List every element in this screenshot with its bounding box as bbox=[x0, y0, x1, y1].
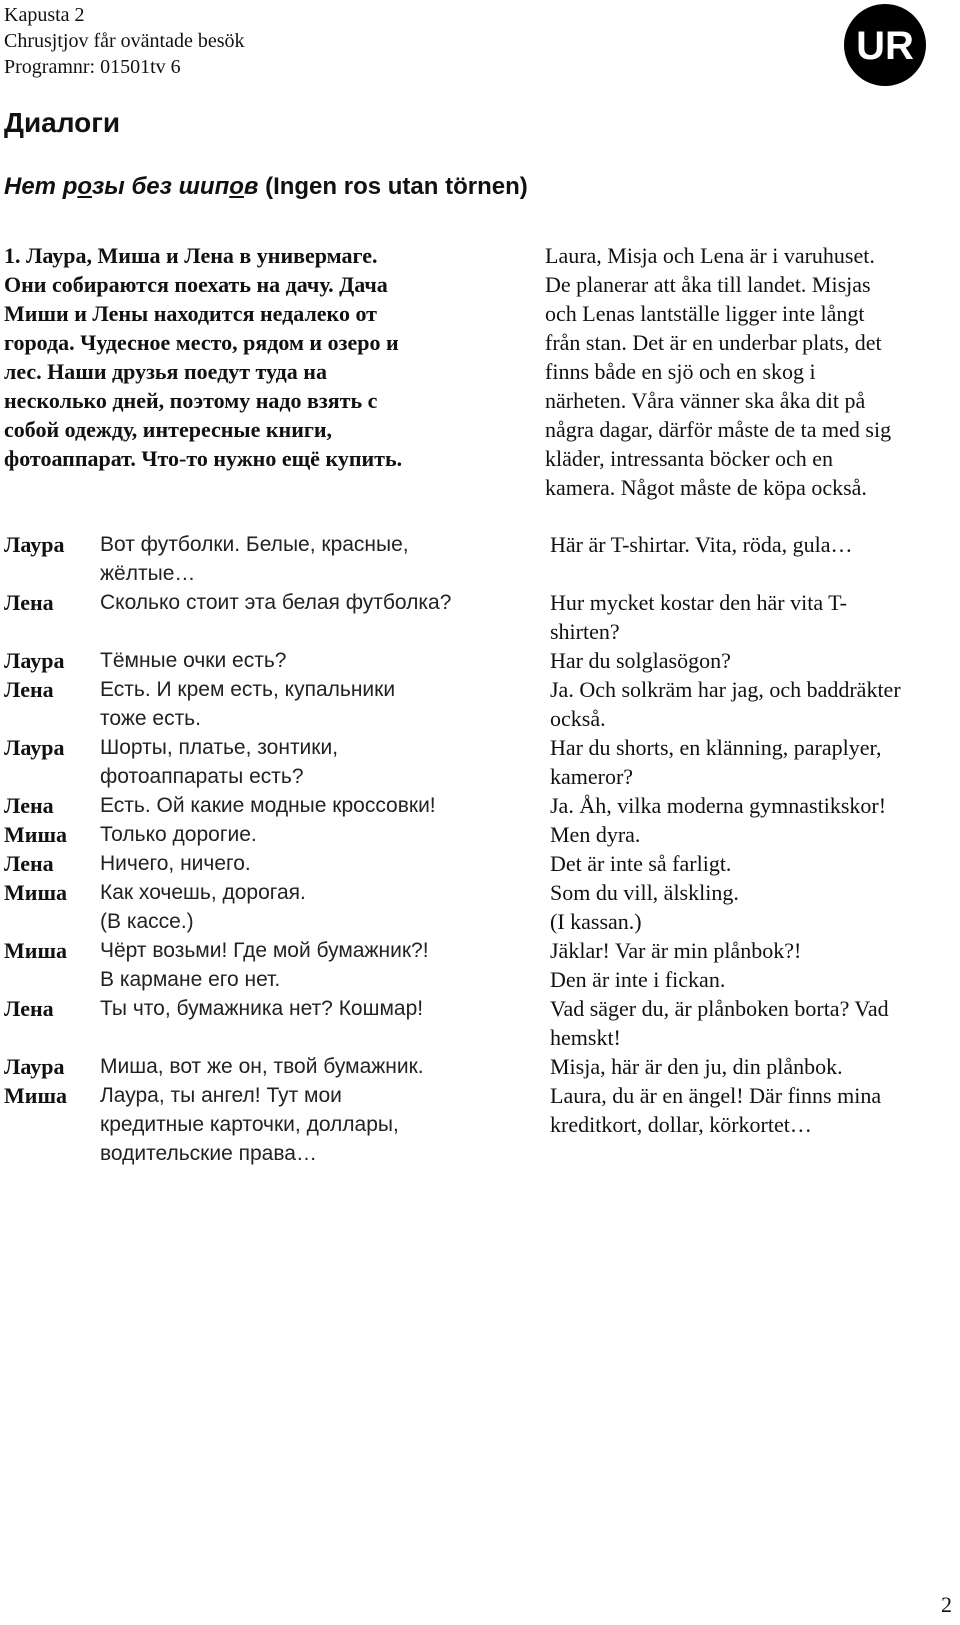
dialog-row bbox=[4, 878, 954, 936]
dialog-sv-text: Ja. Åh, vilka moderna gymnastikskor! bbox=[550, 793, 887, 818]
dialog-line-swedish bbox=[550, 675, 950, 733]
dialog-sv-text: Men dyra. bbox=[550, 822, 641, 847]
dialog-row bbox=[4, 820, 954, 849]
dialog-sv-text: Laura, du är en ängel! Där finns mina bbox=[550, 1083, 882, 1108]
speaker-name: Лаура bbox=[4, 532, 65, 557]
dialog-line-russian bbox=[100, 675, 550, 733]
dialog-title-swedish: (Ingen ros utan törnen) bbox=[258, 173, 528, 200]
dialog-row bbox=[4, 849, 954, 878]
intro-sv-line: närheten. Våra vänner ska åka dit på bbox=[545, 388, 866, 413]
dialog-ru-text: жёлтые… bbox=[100, 562, 196, 585]
speaker-name: Лаура bbox=[4, 1054, 65, 1079]
dialog-line-swedish bbox=[550, 849, 950, 878]
dialog-sv-text: Jäklar! Var är min plånbok?! bbox=[550, 938, 802, 963]
speaker-name: Лаура bbox=[4, 648, 65, 673]
dialog-ru-text: Только дорогие. bbox=[100, 823, 257, 846]
dialog-sv-text: kreditkort, dollar, körkortet… bbox=[550, 1112, 812, 1137]
ur-logo bbox=[843, 3, 927, 87]
dialog-line-swedish bbox=[550, 994, 950, 1052]
speaker-name: Миша bbox=[4, 880, 68, 905]
dialog-ru-text: Шорты, платье, зонтики, bbox=[100, 736, 339, 759]
dialog-title bbox=[4, 172, 528, 202]
speaker-name: Лаура bbox=[4, 735, 65, 760]
dialog-line-russian bbox=[100, 733, 550, 791]
dialog-row bbox=[4, 1081, 954, 1168]
dialog-ru-text: Есть. Ой какие модные кроссовки! bbox=[100, 794, 436, 817]
dialog-ru-text bbox=[100, 1023, 550, 1052]
intro-sv-line: Laura, Misja och Lena är i varuhuset. bbox=[545, 243, 875, 268]
dialog-ru-text: Лаура, ты ангел! Тут мои bbox=[100, 1084, 342, 1107]
dialog-ru-text: фотоаппараты есть? bbox=[100, 765, 304, 788]
dialog-line-swedish bbox=[550, 1081, 950, 1168]
speaker-name: Миша bbox=[4, 938, 68, 963]
dialog-ru-text: Как хочешь, дорогая. bbox=[100, 881, 306, 904]
dialog-sv-text: Det är inte så farligt. bbox=[550, 851, 732, 876]
intro-ru-line: Они собираются поехать на дачу. Дача bbox=[4, 272, 388, 297]
intro-sv-line: och Lenas lantställe ligger inte långt bbox=[545, 301, 865, 326]
dialog-ru-text: тоже есть. bbox=[100, 707, 201, 730]
dialog-ru-text: Сколько стоит эта белая футболка? bbox=[100, 591, 452, 614]
dialog-row bbox=[4, 1052, 954, 1081]
dialog-line-russian bbox=[100, 878, 550, 936]
dialog-line-swedish bbox=[550, 646, 950, 675]
dialog-line-russian bbox=[100, 588, 550, 646]
speaker-name: Лена bbox=[4, 793, 54, 818]
intro-sv-line: finns både en sjö och en skog i bbox=[545, 359, 816, 384]
intro-sv-line: kläder, intressanta böcker och en bbox=[545, 446, 834, 471]
dialog-ru-text: Тёмные очки есть? bbox=[100, 649, 287, 672]
dialog-table bbox=[4, 530, 954, 1168]
intro-ru-line: собой одежду, интересные книги, bbox=[4, 417, 333, 442]
intro-swedish bbox=[545, 241, 955, 502]
dialog-sv-text: Hur mycket kostar den här vita T- bbox=[550, 590, 847, 615]
intro-ru-line: города. Чудесное место, рядом и озеро и bbox=[4, 330, 399, 355]
intro-ru-line: несколько дней, поэтому надо взять с bbox=[4, 388, 378, 413]
dialog-ru-text: (В кассе.) bbox=[100, 910, 194, 933]
speaker-name: Миша bbox=[4, 1083, 68, 1108]
dialog-line-russian bbox=[100, 849, 550, 878]
dialog-title-russian: Нет розы без шипов bbox=[4, 173, 259, 200]
intro-ru-line: Миши и Лены находится недалеко от bbox=[4, 301, 377, 326]
dialog-line-swedish bbox=[550, 733, 950, 791]
dialog-line-swedish bbox=[550, 936, 950, 994]
logo-text: UR bbox=[856, 24, 914, 68]
dialog-sv-text: Vad säger du, är plånboken borta? Vad bbox=[550, 996, 889, 1021]
dialog-ru-text: водительские права… bbox=[100, 1142, 317, 1165]
dialog-sv-text: Har du shorts, en klänning, paraplyer, bbox=[550, 735, 882, 760]
intro-sv-line: De planerar att åka till landet. Misjas bbox=[545, 272, 871, 297]
dialog-line-swedish bbox=[550, 878, 950, 936]
intro-sv-line: kamera. Något måste de köpa också. bbox=[545, 475, 867, 500]
header-episode-title: Chrusjtjov får oväntade besök bbox=[4, 30, 245, 52]
dialog-row bbox=[4, 675, 954, 733]
dialog-line-russian bbox=[100, 646, 550, 675]
dialog-ru-text: Миша, вот же он, твой бумажник. bbox=[100, 1055, 424, 1078]
dialog-line-swedish bbox=[550, 588, 950, 646]
dialog-line-russian bbox=[100, 530, 550, 588]
dialog-row bbox=[4, 791, 954, 820]
dialog-row bbox=[4, 588, 954, 646]
dialog-sv-text bbox=[550, 559, 950, 588]
intro-ru-line: 1. Лаура, Миша и Лена в универмаге. bbox=[4, 243, 378, 268]
speaker-name: Лена bbox=[4, 677, 54, 702]
document-header bbox=[4, 2, 245, 80]
dialog-sv-text: Misja, här är den ju, din plånbok. bbox=[550, 1054, 843, 1079]
dialog-line-swedish bbox=[550, 820, 950, 849]
dialog-line-russian bbox=[100, 791, 550, 820]
dialog-row bbox=[4, 530, 954, 588]
dialog-sv-text: Den är inte i fickan. bbox=[550, 967, 726, 992]
dialog-line-swedish bbox=[550, 530, 950, 588]
intro-sv-line: från stan. Det är en underbar plats, det bbox=[545, 330, 882, 355]
intro-russian bbox=[4, 241, 524, 473]
dialog-ru-text: Ты что, бумажника нет? Кошмар! bbox=[100, 997, 424, 1020]
dialog-sv-text: också. bbox=[550, 706, 606, 731]
dialog-sv-text: hemskt! bbox=[550, 1025, 621, 1050]
dialog-ru-text: В кармане его нет. bbox=[100, 968, 281, 991]
dialog-line-russian bbox=[100, 1052, 550, 1081]
dialog-ru-text: Чёрт возьми! Где мой бумажник?! bbox=[100, 939, 429, 962]
dialog-sv-text: Som du vill, älskling. bbox=[550, 880, 739, 905]
speaker-name: Лена bbox=[4, 590, 54, 615]
header-series: Kapusta 2 bbox=[4, 4, 85, 26]
dialog-sv-text: Ja. Och solkräm har jag, och baddräkter bbox=[550, 677, 901, 702]
dialog-sv-text: Här är T-shirtar. Vita, röda, gula… bbox=[550, 532, 853, 557]
dialog-row bbox=[4, 936, 954, 994]
dialog-ru-text: Вот футболки. Белые, красные, bbox=[100, 533, 409, 556]
dialog-row bbox=[4, 646, 954, 675]
dialog-ru-text: кредитные карточки, доллары, bbox=[100, 1113, 399, 1136]
dialog-line-swedish bbox=[550, 1052, 950, 1081]
dialog-line-russian bbox=[100, 994, 550, 1052]
dialog-line-russian bbox=[100, 1081, 550, 1168]
speaker-name: Миша bbox=[4, 822, 68, 847]
dialog-line-swedish bbox=[550, 791, 950, 820]
dialog-line-russian bbox=[100, 936, 550, 994]
speaker-name: Лена bbox=[4, 851, 54, 876]
page-heading: Диалоги bbox=[4, 107, 121, 138]
dialog-sv-text: shirten? bbox=[550, 619, 620, 644]
dialog-ru-text: Есть. И крем есть, купальники bbox=[100, 678, 396, 701]
intro-sv-line: några dagar, därför måste de ta med sig bbox=[545, 417, 892, 442]
dialog-sv-text: (I kassan.) bbox=[550, 909, 642, 934]
dialog-row bbox=[4, 994, 954, 1052]
intro-ru-line: фотоаппарат. Что-то нужно ещё купить. bbox=[4, 446, 403, 471]
dialog-row bbox=[4, 733, 954, 791]
dialog-sv-text bbox=[550, 1139, 950, 1168]
dialog-sv-text: kameror? bbox=[550, 764, 634, 789]
speaker-name: Лена bbox=[4, 996, 54, 1021]
dialog-line-russian bbox=[100, 820, 550, 849]
dialog-ru-text bbox=[100, 617, 550, 646]
intro-ru-line: лес. Наши друзья поедут туда на bbox=[4, 359, 327, 384]
dialog-sv-text: Har du solglasögon? bbox=[550, 648, 731, 673]
dialog-ru-text: Ничего, ничего. bbox=[100, 852, 251, 875]
header-program-number: Programnr: 01501tv 6 bbox=[4, 56, 181, 78]
page-number: 2 bbox=[941, 1592, 952, 1617]
